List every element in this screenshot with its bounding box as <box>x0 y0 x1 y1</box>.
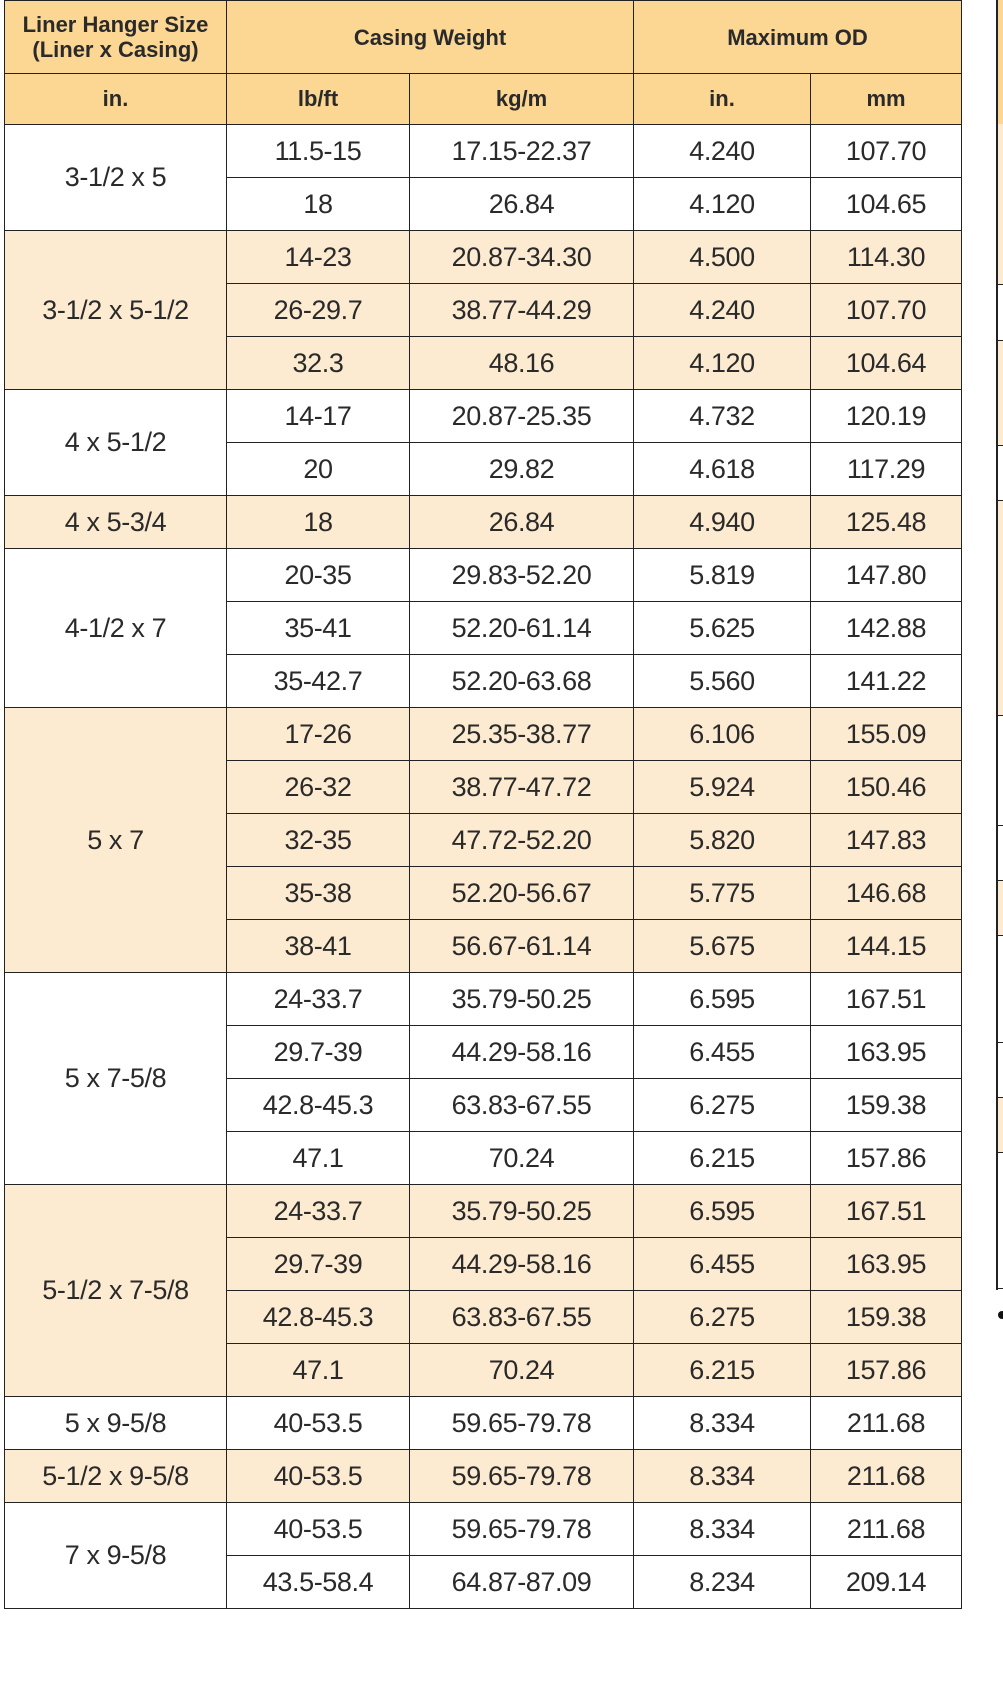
adjacent-table-edge <box>996 0 1003 1290</box>
lbft-cell: 42.8-45.3 <box>227 1079 410 1132</box>
adjacent-divider <box>998 715 1003 716</box>
table-row <box>5 390 962 443</box>
od-mm-cell: 159.38 <box>811 1291 962 1344</box>
od-in-cell: 4.120 <box>634 178 811 231</box>
od-in-cell: 8.334 <box>634 1503 811 1556</box>
lbft-cell: 38-41 <box>227 920 410 973</box>
table-row <box>5 231 962 284</box>
table-row <box>5 1185 962 1238</box>
od-in-cell: 6.215 <box>634 1344 811 1397</box>
adjacent-divider <box>998 1152 1003 1153</box>
header-liner-hanger-size: Liner Hanger Size (Liner x Casing) <box>5 1 227 74</box>
od-in-cell: 8.334 <box>634 1450 811 1503</box>
unit-od-in: in. <box>634 74 811 125</box>
size-cell: 5-1/2 x 9-5/8 <box>5 1450 227 1503</box>
lbft-cell: 24-33.7 <box>227 1185 410 1238</box>
unit-size-in: in. <box>5 74 227 125</box>
table-row <box>5 708 962 761</box>
size-cell: 5 x 9-5/8 <box>5 1397 227 1450</box>
od-in-cell: 6.215 <box>634 1132 811 1185</box>
adjacent-note-fragment <box>998 1306 1003 1324</box>
kgm-cell: 47.72-52.20 <box>410 814 634 867</box>
size-cell: 5-1/2 x 7-5/8 <box>5 1185 227 1397</box>
od-mm-cell: 211.68 <box>811 1503 962 1556</box>
od-in-cell: 5.924 <box>634 761 811 814</box>
od-mm-cell: 104.65 <box>811 178 962 231</box>
od-in-cell: 4.240 <box>634 284 811 337</box>
od-mm-cell: 147.83 <box>811 814 962 867</box>
lbft-cell: 32-35 <box>227 814 410 867</box>
od-mm-cell: 114.30 <box>811 231 962 284</box>
kgm-cell: 25.35-38.77 <box>410 708 634 761</box>
od-in-cell: 5.625 <box>634 602 811 655</box>
od-in-cell: 6.455 <box>634 1026 811 1079</box>
size-cell: 5 x 7 <box>5 708 227 973</box>
header-maximum-od: Maximum OD <box>634 1 962 74</box>
lbft-cell: 26-32 <box>227 761 410 814</box>
header-casing-weight: Casing Weight <box>227 1 634 74</box>
kgm-cell: 70.24 <box>410 1344 634 1397</box>
unit-lb-ft: lb/ft <box>227 74 410 125</box>
size-cell: 3-1/2 x 5-1/2 <box>5 231 227 390</box>
od-in-cell: 8.234 <box>634 1556 811 1609</box>
lbft-cell: 11.5-15 <box>227 125 410 178</box>
od-mm-cell: 157.86 <box>811 1344 962 1397</box>
od-mm-cell: 117.29 <box>811 443 962 496</box>
kgm-cell: 70.24 <box>410 1132 634 1185</box>
unit-od-mm: mm <box>811 74 962 125</box>
unit-kg-m: kg/m <box>410 74 634 125</box>
od-in-cell: 5.675 <box>634 920 811 973</box>
od-mm-cell: 141.22 <box>811 655 962 708</box>
kgm-cell: 56.67-61.14 <box>410 920 634 973</box>
table-row <box>5 1450 962 1503</box>
adjacent-divider <box>998 1042 1003 1043</box>
lbft-cell: 43.5-58.4 <box>227 1556 410 1609</box>
adjacent-divider <box>998 284 1003 285</box>
adjacent-band <box>998 124 1003 284</box>
kgm-cell: 38.77-44.29 <box>410 284 634 337</box>
kgm-cell: 44.29-58.16 <box>410 1026 634 1079</box>
adjacent-header-band <box>998 0 1003 124</box>
lbft-cell: 18 <box>227 496 410 549</box>
lbft-cell: 35-42.7 <box>227 655 410 708</box>
kgm-cell: 52.20-56.67 <box>410 867 634 920</box>
od-mm-cell: 209.14 <box>811 1556 962 1609</box>
adjacent-divider <box>998 445 1003 446</box>
table-row <box>5 1503 962 1556</box>
kgm-cell: 63.83-67.55 <box>410 1291 634 1344</box>
od-in-cell: 6.275 <box>634 1291 811 1344</box>
kgm-cell: 17.15-22.37 <box>410 125 634 178</box>
kgm-cell: 48.16 <box>410 337 634 390</box>
lbft-cell: 29.7-39 <box>227 1026 410 1079</box>
adjacent-band <box>998 500 1003 715</box>
lbft-cell: 47.1 <box>227 1132 410 1185</box>
size-cell: 3-1/2 x 5 <box>5 125 227 231</box>
kgm-cell: 35.79-50.25 <box>410 973 634 1026</box>
od-in-cell: 5.819 <box>634 549 811 602</box>
lbft-cell: 26-29.7 <box>227 284 410 337</box>
kgm-cell: 26.84 <box>410 178 634 231</box>
size-cell: 7 x 9-5/8 <box>5 1503 227 1609</box>
kgm-cell: 26.84 <box>410 496 634 549</box>
od-mm-cell: 144.15 <box>811 920 962 973</box>
od-mm-cell: 120.19 <box>811 390 962 443</box>
lbft-cell: 32.3 <box>227 337 410 390</box>
lbft-cell: 35-38 <box>227 867 410 920</box>
od-mm-cell: 142.88 <box>811 602 962 655</box>
od-mm-cell: 159.38 <box>811 1079 962 1132</box>
od-in-cell: 8.334 <box>634 1397 811 1450</box>
kgm-cell: 35.79-50.25 <box>410 1185 634 1238</box>
adjacent-band <box>998 1097 1003 1152</box>
kgm-cell: 59.65-79.78 <box>410 1503 634 1556</box>
od-in-cell: 6.455 <box>634 1238 811 1291</box>
od-in-cell: 5.820 <box>634 814 811 867</box>
kgm-cell: 63.83-67.55 <box>410 1079 634 1132</box>
od-mm-cell: 163.95 <box>811 1238 962 1291</box>
od-mm-cell: 125.48 <box>811 496 962 549</box>
adjacent-divider <box>998 1097 1003 1098</box>
lbft-cell: 14-17 <box>227 390 410 443</box>
od-in-cell: 6.595 <box>634 1185 811 1238</box>
kgm-cell: 59.65-79.78 <box>410 1397 634 1450</box>
od-in-cell: 4.732 <box>634 390 811 443</box>
adjacent-band <box>998 880 1003 935</box>
table-row <box>5 1397 962 1450</box>
od-in-cell: 6.106 <box>634 708 811 761</box>
od-mm-cell: 163.95 <box>811 1026 962 1079</box>
table-row <box>5 125 962 178</box>
adjacent-divider <box>998 500 1003 501</box>
od-in-cell: 6.595 <box>634 973 811 1026</box>
kgm-cell: 52.20-63.68 <box>410 655 634 708</box>
lbft-cell: 24-33.7 <box>227 973 410 1026</box>
lbft-cell: 35-41 <box>227 602 410 655</box>
od-in-cell: 5.560 <box>634 655 811 708</box>
od-mm-cell: 150.46 <box>811 761 962 814</box>
size-cell: 4-1/2 x 7 <box>5 549 227 708</box>
lbft-cell: 40-53.5 <box>227 1397 410 1450</box>
lbft-cell: 20 <box>227 443 410 496</box>
lbft-cell: 14-23 <box>227 231 410 284</box>
size-cell: 4 x 5-1/2 <box>5 390 227 496</box>
lbft-cell: 40-53.5 <box>227 1503 410 1556</box>
adjacent-divider <box>998 880 1003 881</box>
size-cell: 5 x 7-5/8 <box>5 973 227 1185</box>
od-mm-cell: 167.51 <box>811 1185 962 1238</box>
od-mm-cell: 167.51 <box>811 973 962 1026</box>
adjacent-divider <box>998 1288 1003 1289</box>
adjacent-divider <box>998 825 1003 826</box>
kgm-cell: 44.29-58.16 <box>410 1238 634 1291</box>
lbft-cell: 42.8-45.3 <box>227 1291 410 1344</box>
kgm-cell: 29.83-52.20 <box>410 549 634 602</box>
adjacent-divider <box>998 340 1003 341</box>
liner-hanger-spec-table <box>4 0 962 1609</box>
od-in-cell: 4.500 <box>634 231 811 284</box>
adjacent-band <box>998 340 1003 445</box>
kgm-cell: 64.87-87.09 <box>410 1556 634 1609</box>
od-mm-cell: 157.86 <box>811 1132 962 1185</box>
od-in-cell: 4.618 <box>634 443 811 496</box>
kgm-cell: 20.87-25.35 <box>410 390 634 443</box>
od-mm-cell: 155.09 <box>811 708 962 761</box>
od-in-cell: 4.120 <box>634 337 811 390</box>
od-mm-cell: 211.68 <box>811 1450 962 1503</box>
kgm-cell: 38.77-47.72 <box>410 761 634 814</box>
lbft-cell: 18 <box>227 178 410 231</box>
od-in-cell: 4.240 <box>634 125 811 178</box>
od-mm-cell: 146.68 <box>811 867 962 920</box>
kgm-cell: 20.87-34.30 <box>410 231 634 284</box>
lbft-cell: 17-26 <box>227 708 410 761</box>
table-row <box>5 496 962 549</box>
kgm-cell: 29.82 <box>410 443 634 496</box>
kgm-cell: 52.20-61.14 <box>410 602 634 655</box>
od-in-cell: 4.940 <box>634 496 811 549</box>
table-row <box>5 549 962 602</box>
lbft-cell: 29.7-39 <box>227 1238 410 1291</box>
od-in-cell: 5.775 <box>634 867 811 920</box>
adjacent-divider <box>998 935 1003 936</box>
size-cell: 4 x 5-3/4 <box>5 496 227 549</box>
od-mm-cell: 147.80 <box>811 549 962 602</box>
kgm-cell: 59.65-79.78 <box>410 1450 634 1503</box>
lbft-cell: 40-53.5 <box>227 1450 410 1503</box>
od-in-cell: 6.275 <box>634 1079 811 1132</box>
table-row <box>5 973 962 1026</box>
lbft-cell: 20-35 <box>227 549 410 602</box>
od-mm-cell: 211.68 <box>811 1397 962 1450</box>
lbft-cell: 47.1 <box>227 1344 410 1397</box>
od-mm-cell: 107.70 <box>811 284 962 337</box>
od-mm-cell: 104.64 <box>811 337 962 390</box>
od-mm-cell: 107.70 <box>811 125 962 178</box>
